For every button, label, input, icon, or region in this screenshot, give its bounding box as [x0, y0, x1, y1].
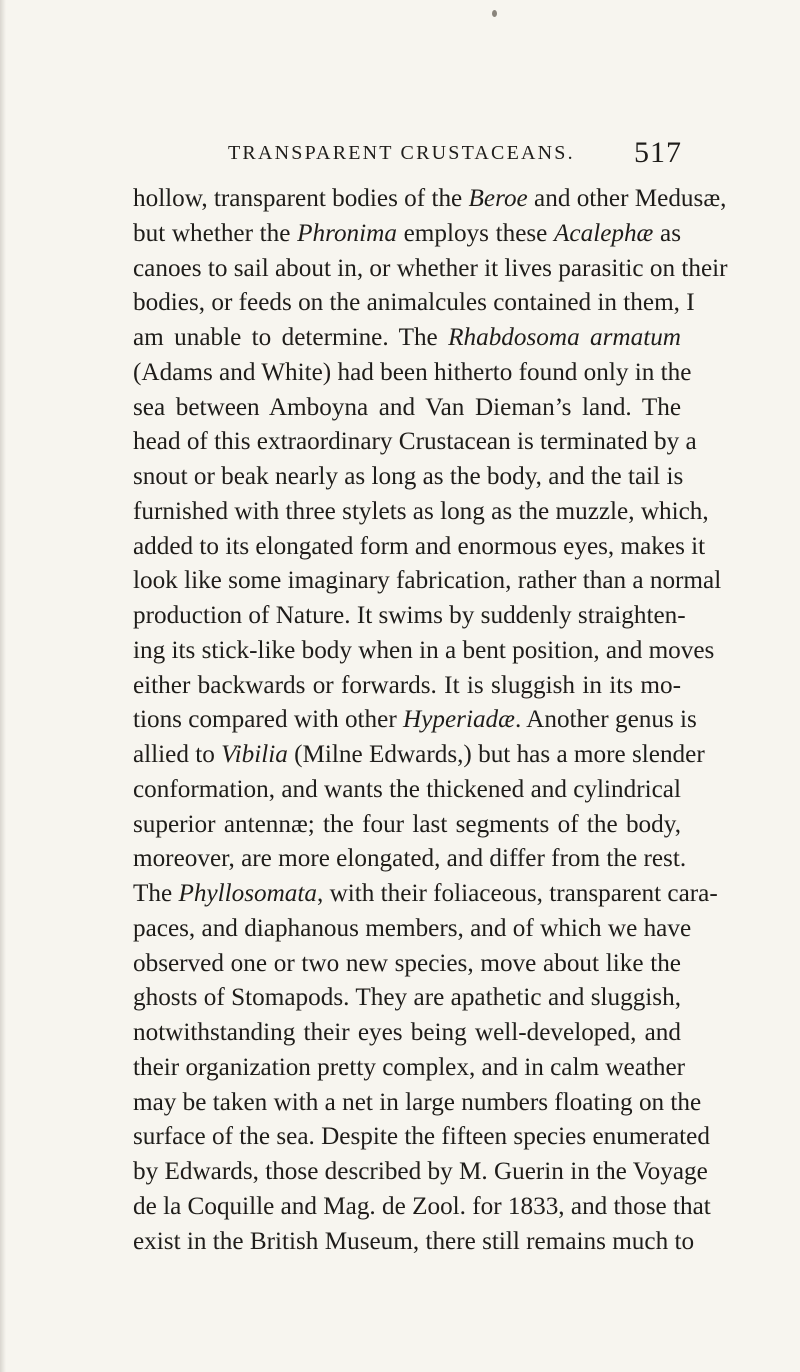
text-line	[133, 842, 687, 877]
text-line	[133, 1051, 686, 1086]
text-run: tions compared with other	[133, 706, 404, 734]
text-run: (Milne Edwards,) but has a more slender	[287, 741, 705, 768]
page-gutter-shadow	[0, 0, 6, 1372]
text-line	[133, 530, 706, 565]
text-line	[133, 1155, 708, 1190]
text-run: furnished with three stylets as long as the muzzle, which,	[133, 497, 709, 525]
text-run: snout or beak nearly as long as the body, and the tail is	[133, 463, 684, 490]
text-run: The	[133, 880, 179, 907]
italic-term: Vibilia	[221, 741, 288, 768]
text-line	[133, 703, 697, 738]
text-run: observed one or two new species, move about like the	[133, 949, 681, 977]
text-run: as	[653, 219, 682, 247]
italic-term: Hyperiadæ	[403, 706, 515, 734]
text-line	[133, 321, 681, 356]
running-head-title: TRANSPARENT CRUSTACEANS.	[228, 142, 575, 164]
running-head	[228, 136, 682, 170]
text-line	[133, 564, 722, 599]
text-run: . Another genus is	[514, 706, 697, 734]
ink-speck	[492, 10, 497, 17]
text-run: either backwards or forwards. It is sluggish in its mo-	[133, 671, 681, 699]
text-run: canoes to sail about in, or whether it lives parasitic on their	[133, 254, 728, 282]
text-run: employs these	[396, 219, 555, 247]
text-run: by Edwards, those described by M. Guerin in the Voyage	[133, 1158, 708, 1185]
text-run: exist in the British Museum, there still remains much to	[133, 1227, 695, 1255]
text-line	[133, 356, 692, 391]
text-run: look like some imaginary fabrication, rather than a normal	[133, 567, 722, 595]
text-line	[133, 877, 718, 912]
text-line	[133, 773, 681, 808]
text-line	[133, 1086, 702, 1121]
text-run: paces, and diaphanous members, and of which we have	[133, 914, 692, 942]
text-run: hollow, transparent bodies of the	[133, 185, 469, 212]
text-line	[133, 669, 681, 704]
body-text	[133, 182, 728, 1259]
italic-term: Phyllosomata	[178, 880, 317, 907]
text-run: sea between Amboyna and Van Dieman’s land. The	[133, 393, 681, 421]
text-line	[133, 425, 697, 460]
text-run: superior antennæ; the four last segments of the body,	[133, 810, 681, 838]
text-line	[133, 808, 681, 843]
text-run: notwithstanding their eyes being well-developed, and	[133, 1019, 681, 1046]
text-line	[133, 182, 727, 217]
text-run: de la Coquille and Mag. de Zool. for 1833, and those that	[133, 1192, 711, 1220]
text-line	[133, 495, 709, 530]
text-run: allied to	[133, 741, 222, 768]
text-run: ghosts of Stomapods. They are apathetic and sluggish,	[133, 984, 681, 1012]
text-line	[133, 912, 692, 947]
text-line	[133, 947, 681, 982]
text-run: production of Nature. It swims by suddenly straighten-	[133, 602, 686, 629]
text-run: , with their foliaceous, transparent cara-	[317, 880, 718, 907]
text-line	[133, 252, 728, 287]
text-run: moreover, are more elongated, and differ from the rest.	[133, 845, 687, 873]
text-run: may be taken with a net in large numbers floating on the	[133, 1088, 702, 1116]
text-run: bodies, or feeds on the animalcules contained in them, I	[133, 289, 695, 317]
italic-term: Rhabdosoma armatum	[448, 324, 682, 351]
text-run: their organization pretty complex, and in calm weather	[133, 1053, 686, 1081]
text-line	[133, 391, 681, 426]
text-line	[133, 286, 695, 321]
text-run: surface of the sea. Despite the fifteen species enumerated	[133, 1123, 710, 1151]
text-line	[133, 599, 686, 634]
text-run: (Adams and White) had been hitherto found only in the	[133, 358, 692, 386]
text-line	[133, 738, 705, 773]
page-number: 517	[634, 136, 682, 169]
text-line	[133, 634, 715, 669]
italic-term: Beroe	[468, 185, 528, 212]
text-line	[133, 1120, 710, 1155]
text-line	[133, 460, 684, 495]
text-line	[133, 1190, 711, 1225]
text-run: conformation, and wants the thickened and cylindrical	[133, 775, 681, 803]
text-run: ing its stick-like body when in a bent position, and moves	[133, 636, 715, 664]
text-run: head of this extraordinary Crustacean is terminated by a	[133, 428, 697, 456]
italic-term: Acalephæ	[554, 219, 654, 247]
text-line	[133, 1225, 695, 1260]
text-run: and other Medusæ,	[527, 185, 727, 212]
text-run: but whether the	[133, 219, 298, 247]
text-line	[133, 981, 681, 1016]
text-line	[133, 217, 681, 252]
text-line	[133, 1016, 681, 1051]
italic-term: Phronima	[297, 219, 397, 247]
text-run: added to its elongated form and enormous eyes, makes it	[133, 532, 706, 560]
text-run: am unable to determine. The	[133, 324, 449, 351]
